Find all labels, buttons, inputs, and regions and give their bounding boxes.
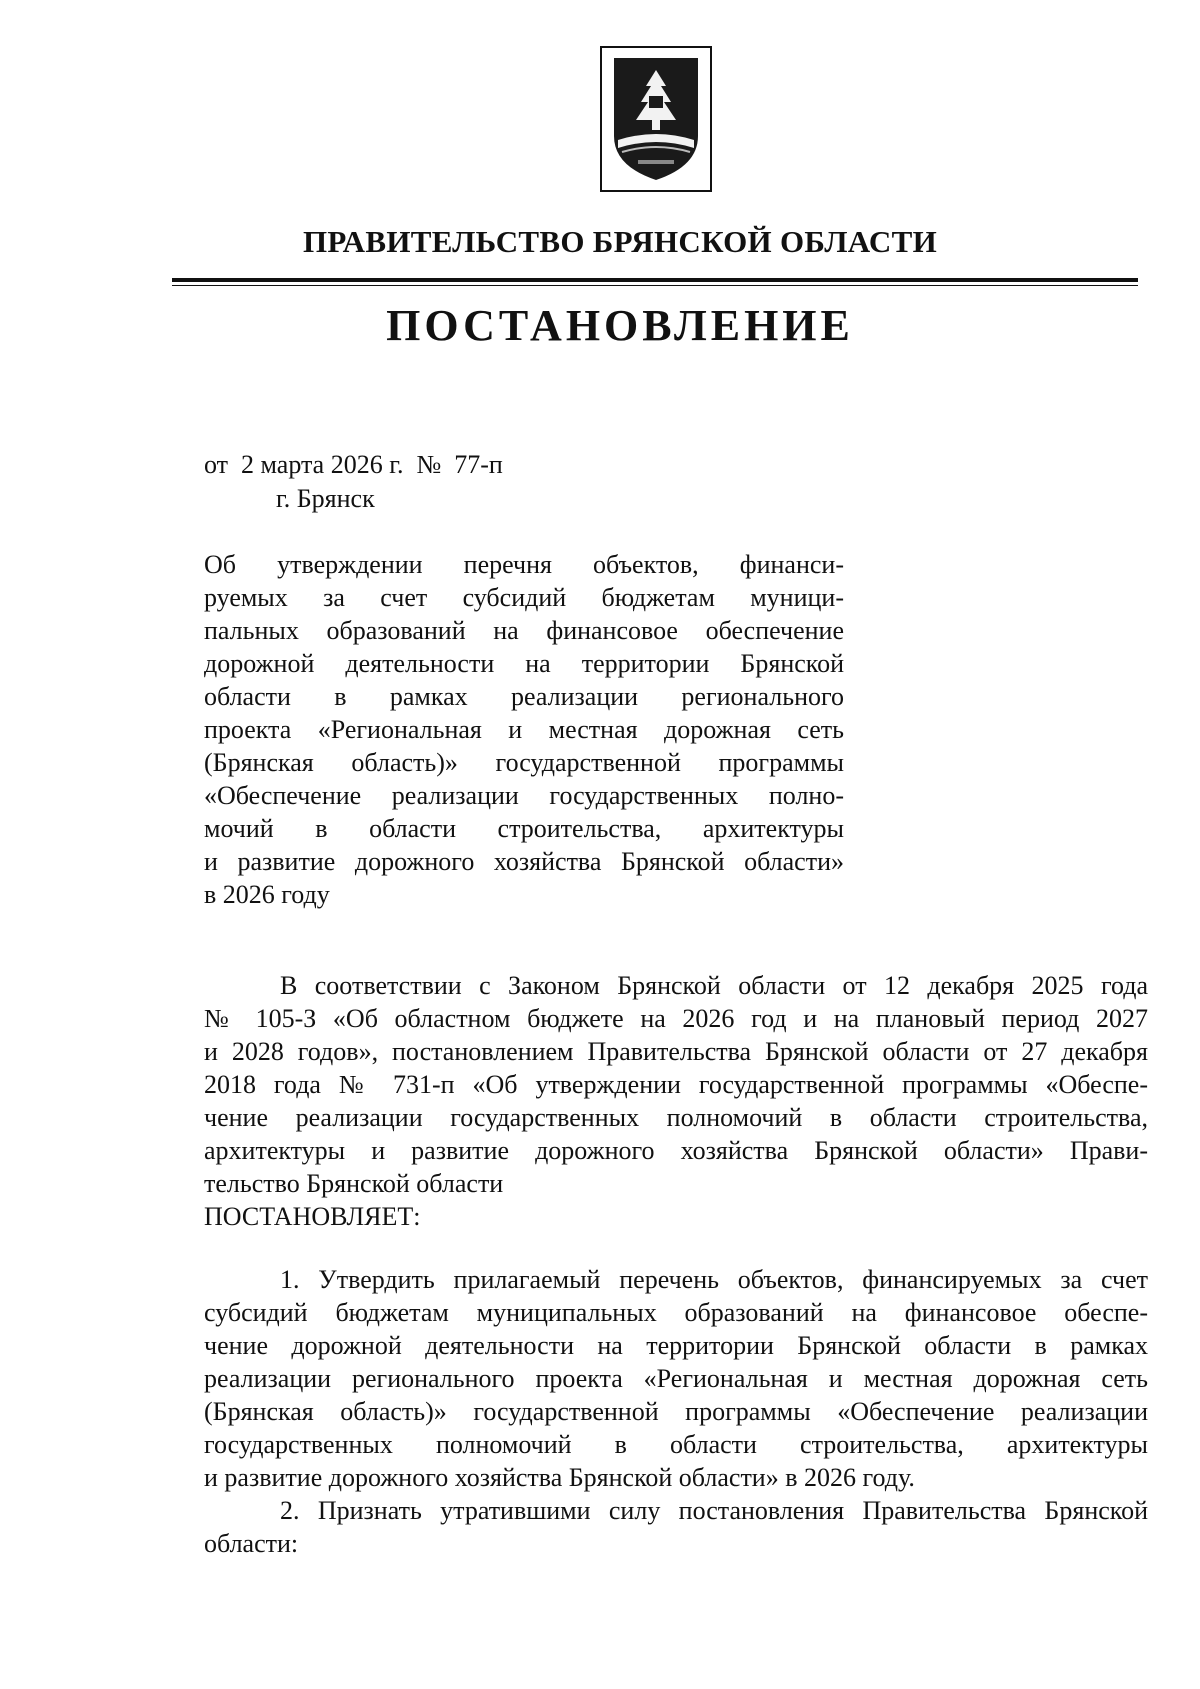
subject-line: проекта «Региональная и местная дорожная сеть	[204, 715, 844, 744]
subject-block	[204, 548, 844, 911]
subject-line: дорожной деятельности на территории Брянской	[204, 649, 844, 678]
item1-line: 1. Утвердить прилагаемый перечень объектов, финансируемых за счет	[280, 1265, 1148, 1294]
item2-line: 2. Признать утратившими силу постановления Правительства Брянской	[280, 1496, 1148, 1525]
preamble-line: чение реализации государственных полномочий в области строительства,	[204, 1103, 1148, 1132]
subject-line: области в рамках реализации регионального	[204, 682, 844, 711]
subject-line: Об утверждении перечня объектов, финанси-	[204, 550, 844, 579]
item1-line: субсидий бюджетам муниципальных образований на финансовое обеспе-	[204, 1298, 1148, 1327]
resolves-heading: ПОСТАНОВЛЯЕТ:	[204, 1202, 421, 1231]
header-rule-thick	[172, 278, 1138, 282]
preamble-line: № 105-З «Об областном бюджете на 2026 год и на плановый период 2027	[204, 1004, 1148, 1033]
document-type-title: ПОСТАНОВЛЕНИЕ	[386, 301, 854, 350]
subject-line: «Обеспечение реализации государственных полно-	[204, 781, 844, 810]
subject-line: руемых за счет субсидий бюджетам муници-	[204, 583, 844, 612]
body-text	[204, 969, 1148, 1560]
item1-line: чение дорожной деятельности на территории Брянской области в рамках	[204, 1331, 1148, 1360]
item1-line: (Брянская область)» государственной программы «Обеспечение реализации	[204, 1397, 1148, 1426]
item1-line: государственных полномочий в области строительства, архитектуры	[204, 1430, 1148, 1459]
paragraph-gap	[204, 1233, 1148, 1263]
preamble-line: и 2028 годов», постановлением Правительства Брянской области от 27 декабря	[204, 1037, 1148, 1066]
subject-line: пальных образований на финансовое обеспечение	[204, 616, 844, 645]
city: г. Брянск	[276, 484, 375, 513]
coat-of-arms-icon	[602, 48, 710, 190]
item1-line: и развитие дорожного хозяйства Брянской области» в 2026 году.	[204, 1463, 915, 1492]
preamble-line: 2018 года № 731-п «Об утверждении государственной программы «Обеспе-	[204, 1070, 1148, 1099]
header-rule-thin	[172, 285, 1138, 286]
preamble-line: тельство Брянской области	[204, 1169, 504, 1198]
item1-line: реализации регионального проекта «Региональная и местная дорожная сеть	[204, 1364, 1148, 1393]
preamble-line: В соответствии с Законом Брянской области от 12 декабря 2025 года	[280, 971, 1148, 1000]
date-and-number: от 2 марта 2026 г. № 77-п	[204, 450, 503, 479]
preamble-line: архитектуры и развитие дорожного хозяйства Брянской области» Прави-	[204, 1136, 1148, 1165]
subject-line: и развитие дорожного хозяйства Брянской области»	[204, 847, 844, 876]
subject-line: мочий в области строительства, архитектуры	[204, 814, 844, 843]
government-title: ПРАВИТЕЛЬСТВО БРЯНСКОЙ ОБЛАСТИ	[302, 224, 938, 259]
subject-line: (Брянская область)» государственной программы	[204, 748, 844, 777]
subject-line: в 2026 году	[204, 880, 330, 909]
coat-of-arms-emblem	[600, 46, 712, 192]
item2-line: области:	[204, 1529, 299, 1558]
